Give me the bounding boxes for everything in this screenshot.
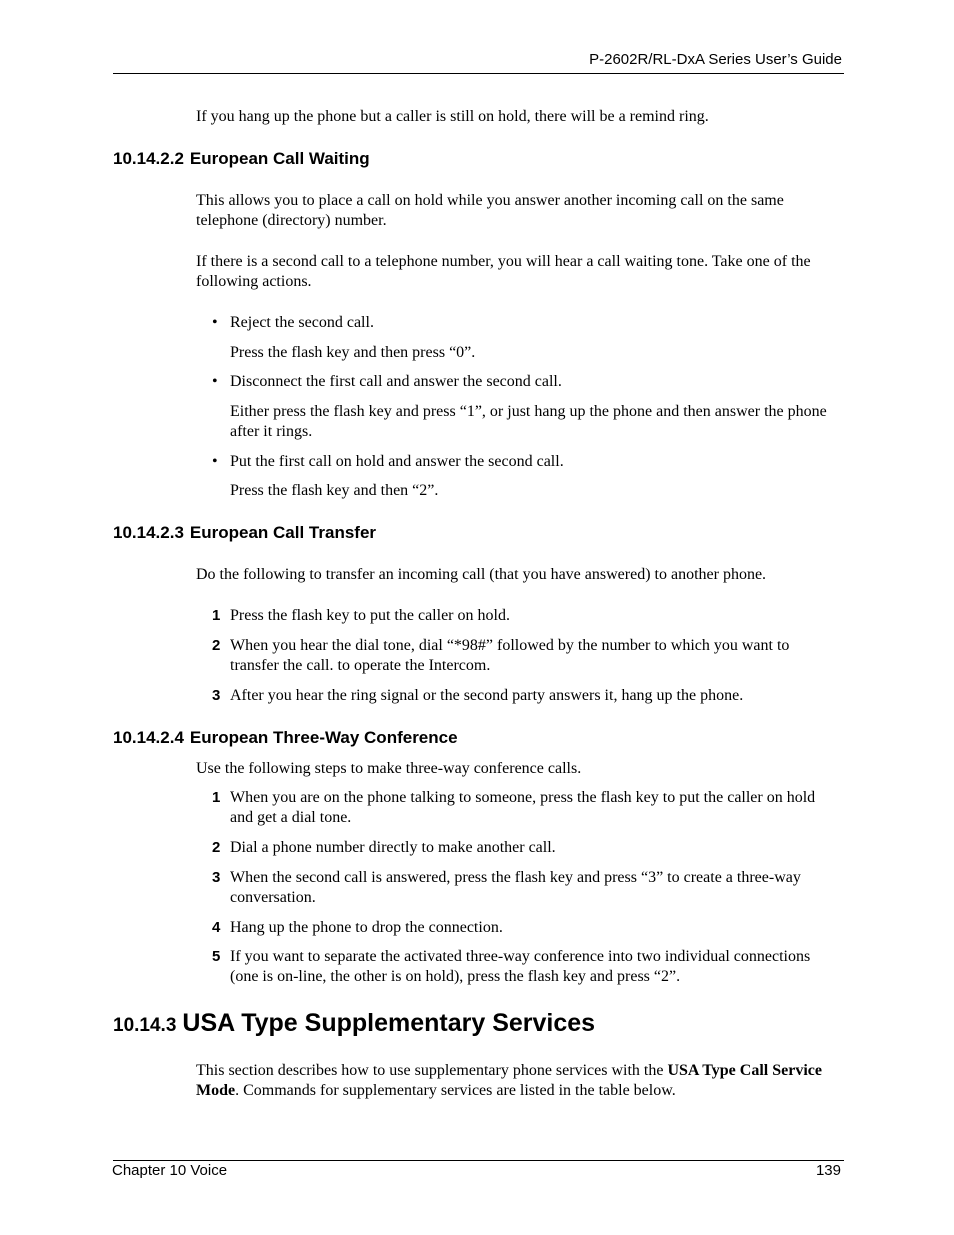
page-number: 139 (815, 1162, 841, 1179)
step-text: When you are on the phone talking to someone, press the flash key to put the caller on hold and get a dial tone. (230, 789, 816, 826)
heading-number: 10.14.2.3 (113, 523, 184, 542)
step-text: Dial a phone number directly to make another call. (230, 839, 556, 856)
heading-usa-services (113, 1009, 595, 1038)
usa-paragraph-text-end: . Commands for supplementary services are listed in the table below. (235, 1082, 676, 1099)
step-number: 1 (212, 607, 221, 624)
bullet-marker: • (212, 314, 218, 331)
footer-rule (113, 1160, 844, 1161)
list-item: Reject the second call. (230, 314, 374, 331)
call-waiting-paragraph-1: This allows you to place a call on hold while you answer another incoming call on the same telephone (directory) number. (196, 192, 784, 229)
usa-paragraph-text: This section describes how to use supplementary phone services with the (196, 1062, 668, 1079)
footer-chapter: Chapter 10 Voice (112, 1162, 228, 1179)
intro-paragraph: If you hang up the phone but a caller is still on hold, there will be a remind ring. (196, 108, 709, 125)
step-number: 4 (212, 919, 221, 936)
call-waiting-paragraph-2: If there is a second call to a telephone number, you will hear a call waiting tone. Take one of the following actions. (196, 253, 811, 290)
step-number: 5 (212, 948, 221, 965)
three-way-paragraph: Use the following steps to make three-way conference calls. (196, 760, 582, 777)
step-text: When the second call is answered, press the flash key and press “3” to create a three-way conversation. (230, 869, 801, 906)
usa-mode-name: USA Type Call Service Mode (196, 1062, 822, 1099)
step-text: After you hear the ring signal or the second party answers it, hang up the phone. (230, 687, 744, 704)
step-number: 1 (212, 789, 221, 806)
heading-title: European Call Waiting (189, 149, 370, 168)
list-item: Put the first call on hold and answer the second call. (230, 453, 564, 470)
header-rule (113, 73, 844, 74)
heading-title: USA Type Supplementary Services (182, 1009, 596, 1037)
list-item-detail: Either press the flash key and press “1”, or just hang up the phone and then answer the phone after it rings. (230, 403, 827, 440)
heading-three-way (113, 728, 458, 748)
usa-paragraph (196, 1061, 841, 1101)
heading-number: 10.14.3 (113, 1015, 177, 1036)
heading-call-transfer (113, 523, 376, 543)
heading-title: European Three-Way Conference (189, 728, 458, 747)
bullet-marker: • (212, 453, 218, 470)
list-item-detail: Press the flash key and then press “0”. (230, 344, 476, 361)
step-text: When you hear the dial tone, dial “*98#” followed by the number to which you want to transfer the call. to operate the Intercom. (230, 637, 790, 674)
step-text: Hang up the phone to drop the connection. (230, 919, 503, 936)
bullet-marker: • (212, 373, 218, 390)
step-number: 3 (212, 869, 221, 886)
heading-number: 10.14.2.4 (113, 728, 184, 747)
step-text: Press the flash key to put the caller on hold. (230, 607, 510, 624)
running-header: P-2602R/RL-DxA Series User’s Guide (589, 51, 842, 68)
step-number: 2 (212, 839, 221, 856)
call-transfer-paragraph: Do the following to transfer an incoming call (that you have answered) to another phone. (196, 566, 767, 583)
list-item-detail: Press the flash key and then “2”. (230, 482, 439, 499)
list-item: Disconnect the first call and answer the second call. (230, 373, 562, 390)
heading-call-waiting (113, 149, 370, 169)
heading-title: European Call Transfer (189, 523, 377, 542)
step-number: 3 (212, 687, 221, 704)
step-text: If you want to separate the activated three-way conference into two individual connections (one is on-line, the other is on hold), press the flash key and press “2”. (230, 948, 811, 985)
heading-number: 10.14.2.2 (113, 149, 184, 168)
step-number: 2 (212, 637, 221, 654)
